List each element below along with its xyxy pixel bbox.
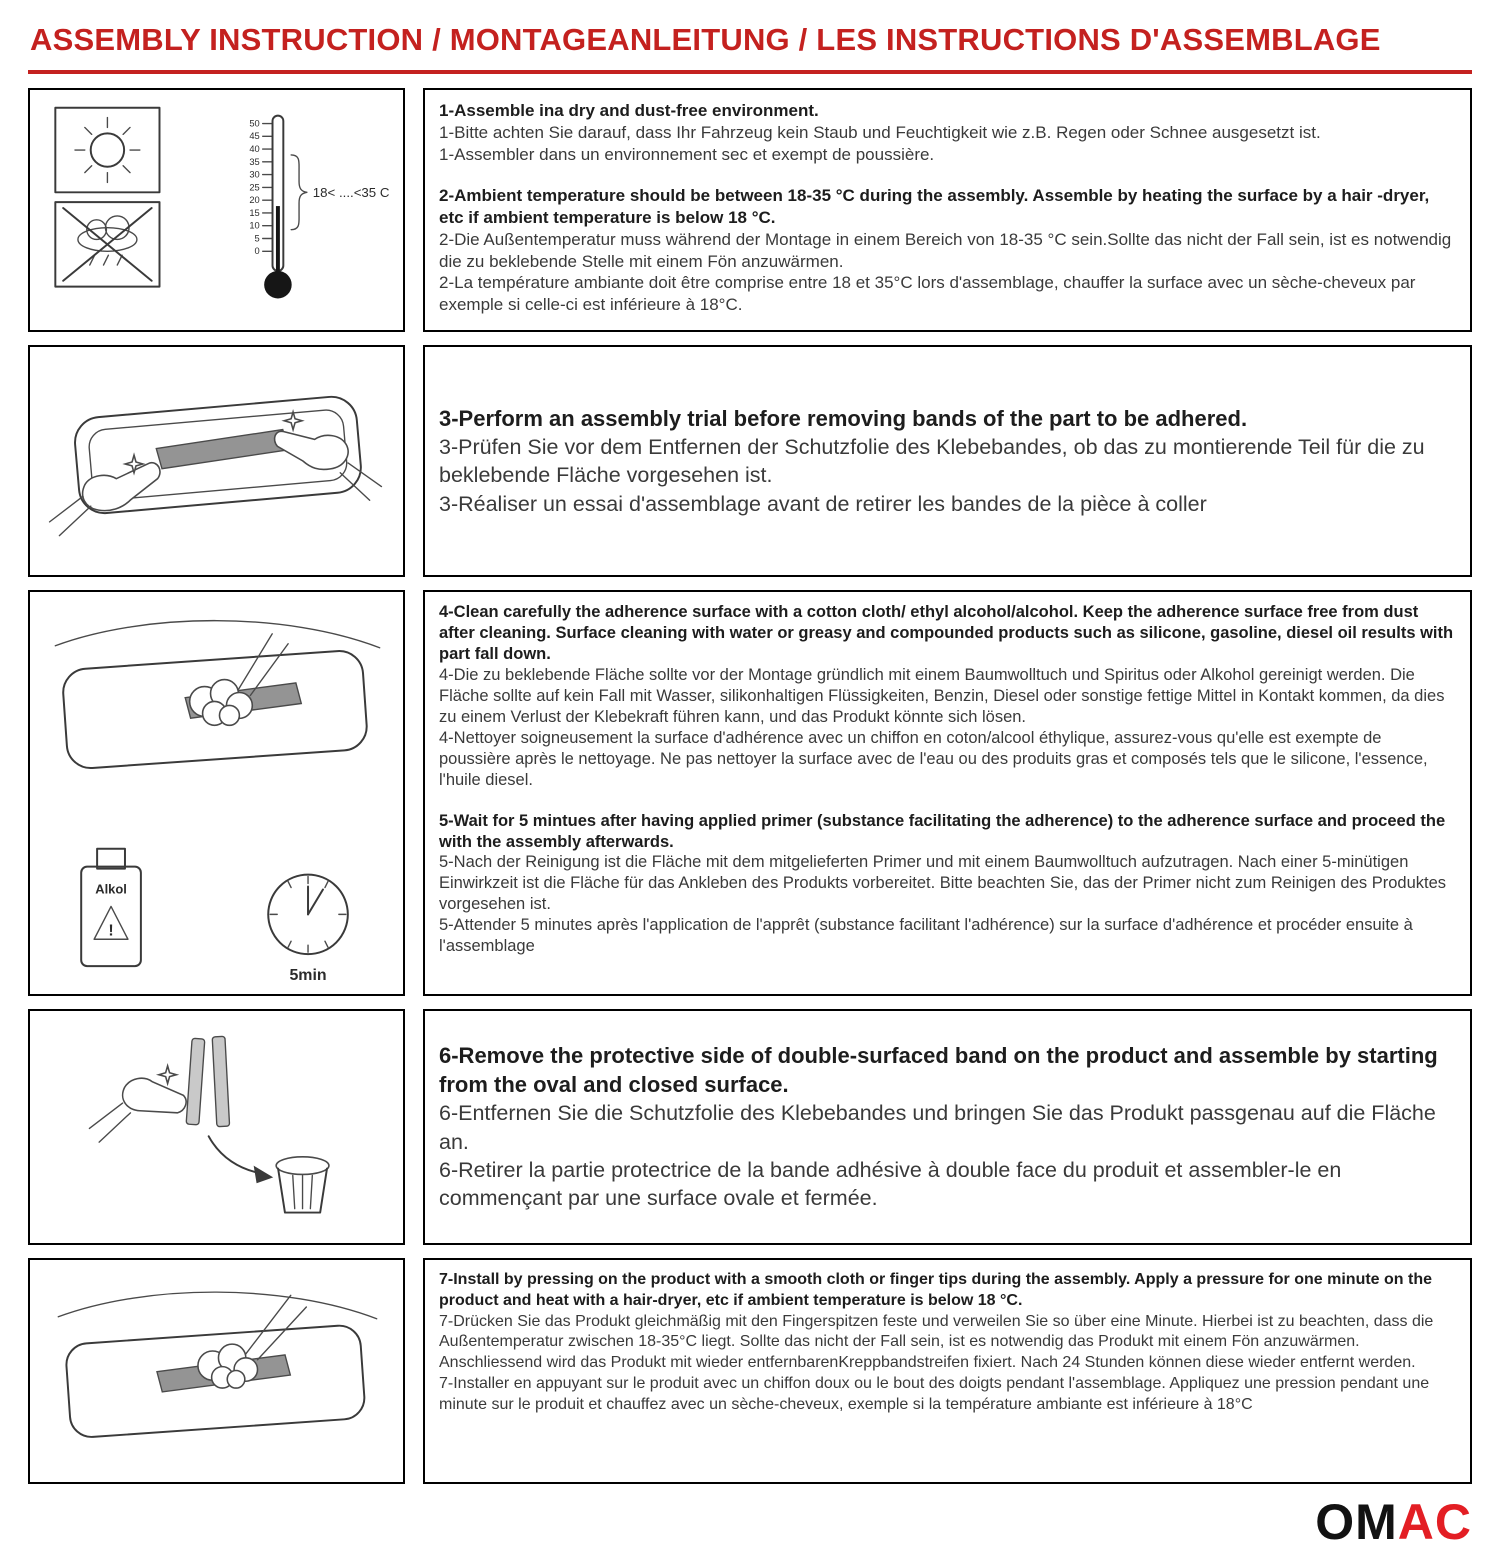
svg-text:5: 5 — [254, 233, 260, 244]
surface-cleaning-drawing — [36, 598, 397, 988]
instruction-paragraph: 6-Entfernen Sie die Schutzfolie des Klebebandes und bringen Sie das Produkt passgenau auf die Fläche an. — [439, 1101, 1436, 1154]
instruction-paragraph: 2-Ambient temperature should be between 18-35 °C during the assembly. Assemble by heating the surface by a hair -dryer, etc if ambient temperature is below 18 °C. — [439, 186, 1430, 227]
sun-icon — [55, 108, 159, 193]
svg-text:40: 40 — [249, 144, 260, 155]
instruction-row-3 — [28, 590, 1472, 996]
protective-strips — [186, 1036, 229, 1126]
temperature-range-label: 18< ....<35 C — [312, 185, 390, 201]
instruction-paragraph: 2-La température ambiante doit être comprise entre 18 et 35°C lors d'assemblage, chauffer la surface avec un sèche-cheveux par exemple si celle-ci est inférieure à 18°C. — [439, 273, 1416, 314]
svg-text:25: 25 — [249, 182, 260, 193]
illustration-band-removal — [28, 1009, 405, 1245]
bottle-label: Alkol — [95, 881, 127, 897]
instruction-paragraph: 5-Attender 5 minutes après l'application de l'apprêt (substance facilitant l'adhérence) sur la surface d'adhérence et procéder ensuite à l'assemblage — [439, 916, 1413, 956]
logo-text-black: OM — [1315, 1494, 1398, 1550]
instruction-paragraph: 6-Remove the protective side of double-surfaced band on the product and assemble by starting from the oval and closed surface. — [439, 1043, 1438, 1098]
illustration-climate-thermometer — [28, 88, 405, 332]
svg-text:0: 0 — [254, 246, 260, 257]
page-title: ASSEMBLY INSTRUCTION / MONTAGEANLEITUNG / LES INSTRUCTIONS D'ASSEMBLAGE — [28, 16, 1472, 74]
arrow-icon — [209, 1136, 262, 1173]
instruction-text-4 — [423, 1009, 1472, 1245]
instruction-paragraph: 4-Nettoyer soigneusement la surface d'adhérence avec un chiffon en coton/alcool éthylique, assurez-vous qu'elle est exempte de poussière après le nettoyage. Ne pas nettoyer la surface avec de l'eau ou des produits gras et composés tels que le silicone, l'essence, l'huile diesel. — [439, 728, 1428, 789]
clock-label: 5min — [289, 967, 327, 985]
trash-can-icon — [276, 1157, 329, 1213]
instruction-paragraph: 7-Installer en appuyant sur le produit avec un chiffon doux ou le bout des doigts pendant l'assemblage. Appliquez une pression pendant une minute sur le produit et chauffez avec un sèche-cheveux, exemple si la température ambiante est inférieure à 18°C — [439, 1374, 1430, 1413]
sill-trim-strip — [156, 429, 290, 469]
instruction-paragraph: 5-Nach der Reinigung ist die Fläche mit dem mitgelieferten Primer und mit einem Baumwolltuch aufzutragen. Nach einer 5-minütigen Einwirkzeit ist die Fläche für das Ankleben des Produkts vorbereitet. Bitte beachten Sie, das der Primer nicht zum Reinigen des Produktes vorgesehen ist. — [439, 853, 1447, 914]
instruction-text-1 — [423, 88, 1472, 332]
instruction-paragraph: 1-Bitte achten Sie darauf, dass Ihr Fahrzeug kein Staub und Feuchtigkeit wie z.B. Regen oder Schnee ausgesetzt ist. — [439, 122, 1321, 142]
assembly-trial-drawing — [36, 353, 397, 569]
sparkle-icon — [284, 412, 302, 430]
instruction-paragraph: 6-Retirer la partie protectrice de la bande adhésive à double face du produit et assembler-le en commençant par une surface ovale et fermée. — [439, 1158, 1342, 1211]
illustration-surface-cleaning — [28, 590, 405, 996]
instruction-paragraph: 5-Wait for 5 mintues after having applied primer (substance facilitating the adherence) to the adherence surface and proceed the with the assembly afterwards. — [439, 811, 1446, 851]
arrow-head — [254, 1166, 274, 1184]
band-removal-drawing — [36, 1017, 397, 1237]
svg-text:!: ! — [108, 922, 114, 940]
svg-text:30: 30 — [249, 169, 260, 180]
alcohol-bottle-icon — [81, 849, 141, 966]
svg-text:35: 35 — [249, 156, 260, 167]
right-hand — [275, 412, 382, 500]
thermometer-icon — [249, 116, 389, 299]
instruction-text-5 — [423, 1258, 1472, 1484]
svg-text:10: 10 — [249, 220, 260, 231]
instruction-text-2 — [423, 345, 1472, 577]
instruction-paragraph: 7-Drücken Sie das Produkt gleichmäßig mit den Fingerspitzen feste und verweilen Sie so über eine Minute. Hierbei ist zu beachten, dass die Außentemperatur zwischen 18-35°C liegt. Sollte das nicht der Fall sein, ist es notwendig das Produkt mit einem Fön anzuwärmen. Anschliessend wird das Produkt mit wieder entfernbarenKreppbandstreifen fixiert. Nach 24 Stunden können diese wieder entfernt werden. — [439, 1312, 1434, 1372]
instruction-paragraph: 4-Clean carefully the adherence surface with a cotton cloth/ ethyl alcohol/alcohol. Keep the adherence surface free from dust after cleaning. Surface cleaning with water or greasy and compounded products such as silicone, gasoline, diesel oil results with part fall down. — [439, 603, 1454, 663]
instruction-paragraph: 3-Perform an assembly trial before removing bands of the part to be adhered. — [439, 405, 1248, 431]
svg-text:50: 50 — [249, 118, 260, 129]
instruction-text-3 — [423, 590, 1472, 996]
instruction-paragraph: 2-Die Außentemperatur muss während der Montage in einem Bereich von 18-35 °C sein.Sollte das nicht der Fall sein, ist es notwendig die zu beklebende Stelle mit einem Fön anzuwärmen. — [439, 229, 1452, 271]
instruction-paragraph: 1-Assemble ina dry and dust-free environment. — [439, 101, 819, 120]
climate-thermometer-drawing — [36, 96, 397, 324]
svg-text:20: 20 — [249, 195, 260, 206]
instruction-paragraph: 3-Réaliser un essai d'assemblage avant de retirer les bandes de la pièce à coller — [439, 491, 1207, 516]
left-hand — [50, 455, 160, 536]
instruction-row-2 — [28, 345, 1472, 577]
instruction-paragraph: 1-Assembler dans un environnement sec et exempt de poussière. — [439, 144, 935, 164]
svg-text:45: 45 — [249, 131, 260, 142]
logo-text-red: AC — [1397, 1494, 1472, 1550]
illustration-press-install — [28, 1258, 405, 1484]
clock-icon — [268, 875, 348, 984]
omac-logo — [28, 1494, 1472, 1550]
instruction-paragraph: 4-Die zu beklebende Fläche sollte vor der Montage gründlich mit einem Baumwolltuch und Spiritus oder Alkohol gereinigt werden. Die Fläche sollte auf kein Fall mit Wasser, silikonhaltigen Flüssigkeiten, Benzin, Diesel oder sonstige fettige Mittel in Kontakt kommen, da dies zu einem Verlust der Klebekraft führen kann, und das Produkt könnte sich lösen. — [439, 665, 1445, 726]
instruction-paragraph: 3-Prüfen Sie vor dem Entfernen der Schutzfolie des Klebebandes, ob das zu montierende Teil für die zu beklebende Fläche vorgesehen ist. — [439, 434, 1425, 488]
sparkle-icon — [159, 1066, 177, 1084]
instruction-row-4 — [28, 1009, 1472, 1245]
instruction-row-1 — [28, 88, 1472, 332]
cleaning-cloth-hand — [190, 634, 288, 726]
instruction-row-5 — [28, 1258, 1472, 1484]
warning-triangle-icon — [94, 906, 128, 939]
no-rain-icon — [55, 202, 159, 287]
peeling-hand — [89, 1066, 186, 1142]
press-install-drawing — [36, 1266, 397, 1476]
svg-text:15: 15 — [249, 207, 260, 218]
instruction-paragraph: 7-Install by pressing on the product with a smooth cloth or finger tips during the assembly. Apply a pressure for one minute on the product and heat with a hair-dryer, etc if ambient temperature is below 18 °C. — [439, 1271, 1432, 1309]
illustration-assembly-trial — [28, 345, 405, 577]
